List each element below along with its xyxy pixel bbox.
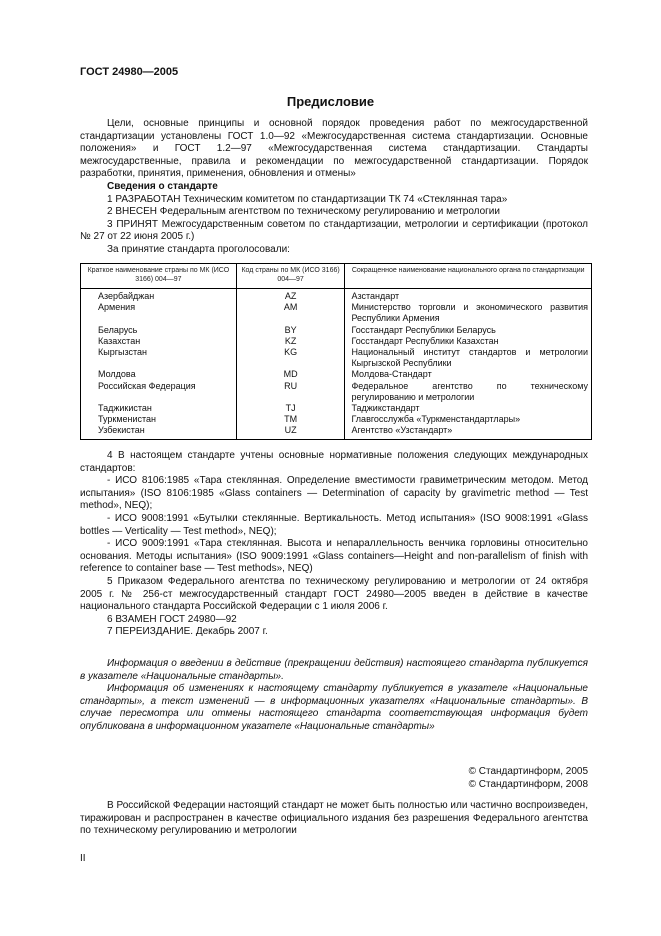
notice-introduction: Информация о введении в действие (прекращении действия) настоящего стандарта публикуется в указателе «Национальные стандарты». — [80, 658, 588, 682]
table-cell-code: BY — [236, 325, 345, 336]
table-cell-body: Таджикстандарт — [345, 403, 592, 414]
notice-changes: Информация об изменениях к настоящему стандарту публикуется в указателе «Национальные стандарты», а текст изменений — в информационных указателях «Национальные стандарты». В случае пересмотра или отмены настоящего стандарта соответствующая информация будет опубликована в информационном указателе «Национальные стандарты» — [80, 683, 588, 732]
item-5: 5 Приказом Федерального агентства по техническому регулированию и метрологии от 24 октября 2005 г. № 256-ст межгосударственный стандарт ГОСТ 24980—2005 введен в действие в качестве национального стандарта Российской Федерации с 1 июля 2006 г. — [80, 575, 588, 613]
table-cell-code: MD — [236, 369, 345, 380]
table-cell-country: Туркменистан — [81, 414, 237, 425]
document-id-header: ГОСТ 24980—2005 — [80, 66, 179, 78]
table-row — [81, 347, 592, 369]
table-cell-body: Главгосслужба «Туркменстандартлары» — [345, 414, 592, 425]
table-cell-country: Узбекистан — [81, 425, 237, 439]
table-cell-body: Федеральное агентство по техническому регулированию и метрологии — [345, 381, 592, 403]
table-row — [81, 325, 592, 336]
table-cell-code: KZ — [236, 336, 345, 347]
items-block — [80, 450, 588, 639]
table-cell-country: Российская Федерация — [81, 381, 237, 403]
page-title: Предисловие — [286, 94, 375, 109]
table-row — [81, 425, 592, 439]
item-3-votes: За принятие стандарта проголосовали: — [107, 243, 290, 255]
item-1: 1 РАЗРАБОТАН Техническим комитетом по стандартизации ТК 74 «Стеклянная тара» — [107, 193, 508, 205]
table-header-code: Код страны по МК (ИСО 3166) 004—97 — [236, 264, 345, 289]
table-cell-country: Беларусь — [81, 325, 237, 336]
table-cell-body: Национальный институт стандартов и метрологии Кыргызской Республики — [345, 347, 592, 369]
item-4-lead: 4 В настоящем стандарте учтены основные нормативные положения следующих международных стандартов: — [80, 450, 588, 474]
table-header-row — [81, 264, 592, 289]
table-row — [81, 289, 592, 303]
intro-paragraph: Цели, основные принципы и основной порядок проведения работ по межгосударственной стандартизации установлены ГОСТ 1.0—92 «Межгосударственная система стандартизации. Основные положения» и ГОСТ 1.2—97 «Межгосударственная система стандартизации. Стандарты межгосударственные, правила и рекомендации по межгосударственной стандартизации. Порядок разработки, принятия, применения, обновления и отмены» — [80, 118, 588, 180]
notice-block — [80, 658, 588, 734]
table-header-country: Краткое наименование страны по МК (ИСО 3166) 004—97 — [81, 264, 237, 289]
table-cell-body: Госстандарт Республики Казахстан — [345, 336, 592, 347]
table-cell-body: Молдова-Стандарт — [345, 369, 592, 380]
table-cell-country: Таджикистан — [81, 403, 237, 414]
table-cell-body: Госстандарт Республики Беларусь — [345, 325, 592, 336]
info-heading: Сведения о стандарте — [107, 180, 218, 192]
table-header-body: Сокращенное наименование национального органа по стандартизации — [345, 264, 592, 289]
table-cell-country: Казахстан — [81, 336, 237, 347]
table-row — [81, 403, 592, 414]
page-number: II — [80, 853, 86, 864]
table-cell-code: TM — [236, 414, 345, 425]
voting-states-table — [80, 263, 592, 440]
table-row — [81, 302, 592, 324]
table-row — [81, 414, 592, 425]
item-7: 7 ПЕРЕИЗДАНИЕ. Декабрь 2007 г. — [107, 626, 268, 638]
table-row — [81, 381, 592, 403]
table-cell-code: TJ — [236, 403, 345, 414]
item-3: 3 ПРИНЯТ Межгосударственным советом по стандартизации, метрологии и сертификации (протокол № 27 от 22 июня 2005 г.) — [80, 218, 588, 243]
table-cell-code: AZ — [236, 289, 345, 303]
table-cell-code: RU — [236, 381, 345, 403]
item-4-ref-iso-9008: - ИСО 9008:1991 «Бутылки стеклянные. Вертикальность. Метод испытания» (ISO 9008:1991 «Glass bottles — Verticality — Test method», NEQ); — [80, 512, 588, 537]
item-2: 2 ВНЕСЕН Федеральным агентством по техническому регулированию и метрологии — [107, 206, 500, 218]
copyright-2005: © Стандартинформ, 2005 — [468, 766, 588, 777]
table-cell-country: Молдова — [81, 369, 237, 380]
table-cell-country: Армения — [81, 302, 237, 324]
table-cell-country: Кыргызстан — [81, 347, 237, 369]
item-4-ref-iso-9009: - ИСО 9009:1991 «Тара стеклянная. Высота и непараллельность венчика горловины относительно основания. Методы испытания» (ISO 9009:1991 «Glass containers—Height and non-parallelism of finish with reference to container base — Test methods», NEQ) — [80, 538, 588, 575]
item-6: 6 ВЗАМЕН ГОСТ 24980—92 — [107, 613, 237, 625]
table-row — [81, 336, 592, 347]
reproduction-notice — [80, 800, 588, 838]
table-cell-body: Агентство «Узстандарт» — [345, 425, 592, 439]
table-cell-code: KG — [236, 347, 345, 369]
copyright-2008: © Стандартинформ, 2008 — [468, 779, 588, 790]
table-cell-body: Министерство торговли и экономического развития Республики Армения — [345, 302, 592, 324]
item-4-ref-iso-8106: - ИСО 8106:1985 «Тара стеклянная. Определение вместимости гравиметрическим методом. Метод испытания» (ISO 8106:1985 «Glass containers — Determination of capacity by gravimetric method — Test method», NEQ); — [80, 475, 588, 512]
intro-block — [80, 118, 588, 257]
table-cell-country: Азербайджан — [81, 289, 237, 303]
table-cell-code: AM — [236, 302, 345, 324]
reproduction-notice-text: В Российской Федерации настоящий стандарт не может быть полностью или частично воспроизведен, тиражирован и распространен в качестве официального издания без разрешения Федерального агентства по техническому регулированию и метрологии — [80, 800, 588, 837]
table-cell-body: Азстандарт — [345, 289, 592, 303]
table-row — [81, 369, 592, 380]
table-cell-code: UZ — [236, 425, 345, 439]
